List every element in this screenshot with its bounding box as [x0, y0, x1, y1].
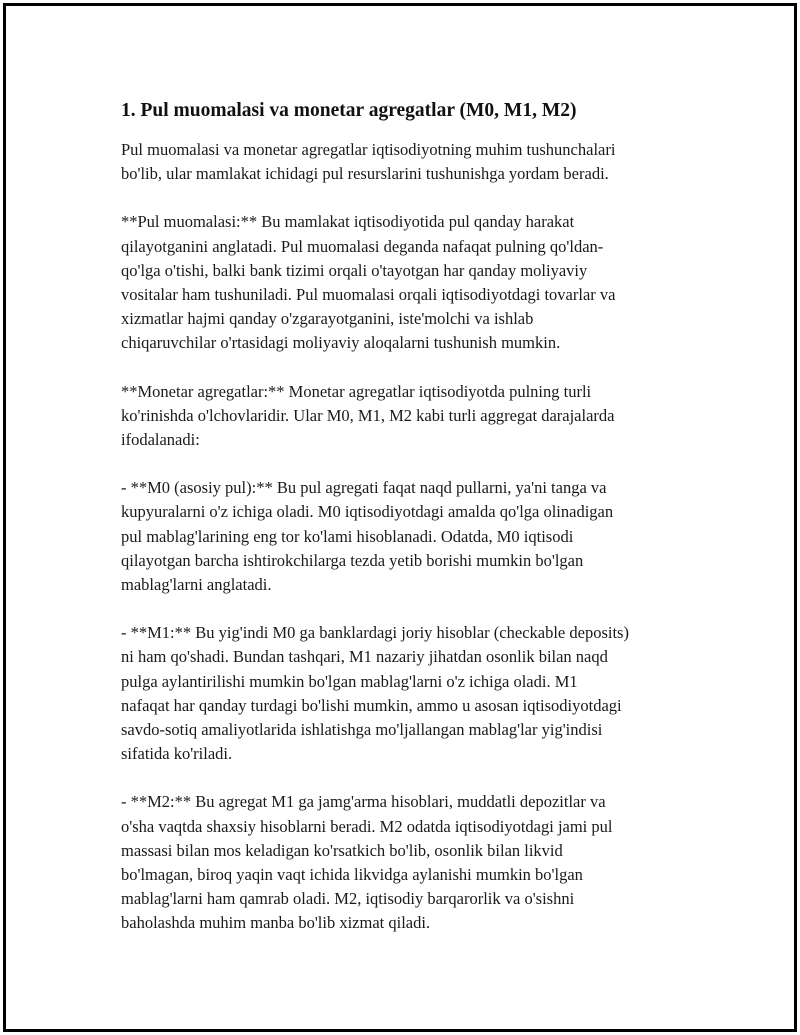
paragraph-pul-muomalasi: **Pul muomalasi:** Bu mamlakat iqtisodiyotida pul qanday harakat qilayotganini anglatadi. Pul muomalasi deganda nafaqat pulning qo'ldan- qo'lga o'tishi, balki bank tizimi orqali o'tayotgan har qanday moliyaviy vositalar ham tushuniladi. Pul muomalasi orqali iqtisodiyotdagi tovarlar va xizmatlar hajmi qanday o'zgarayotganini, iste'molchi va ishlab chiqaruvchilar o'rtasidagi moliyaviy aloqalarni tushunish mumkin. [121, 212, 616, 353]
document-body [121, 96, 701, 960]
paragraph-monetar-agregatlar: **Monetar agregatlar:** Monetar agregatlar iqtisodiyotda pulning turli ko'rinishda o'lchovlaridir. Ular M0, M1, M2 kabi turli aggregat darajalarda ifodalanadi: [121, 381, 615, 450]
paragraph-m0: - **M0 (asosiy pul):** Bu pul agregati faqat naqd pullarni, ya'ni tanga va kupyuralarni o'z ichiga oladi. M0 iqtisodiyotdagi amalda qo'lga olinadigan pul mablag'larining eng tor ko'lami hisoblanadi. Odatda, M0 iqtisodi qilayotgan barcha ishtirokchilarga tezda yetib borishi mumkin bo'lgan mablag'larni anglatadi. [121, 478, 614, 595]
paragraph-m1: - **M1:** Bu yig'indi M0 ga banklardagi joriy hisoblar (checkable deposits) ni ham qo'shadi. Bundan tashqari, M1 nazariy jihatdan osonlik bilan naqd pulga aylantirilishi mumkin bo'lgan mablag'larni o'z ichiga oladi. M1 nafaqat har qanday turdagi bo'lishi mumkin, ammo u asosan iqtisodiyotdagi savdo-sotiq amaliyotlarida ishlatishga mo'ljallangan mablag'lar yig'indisi sifatida ko'riladi. [121, 623, 629, 764]
paragraph-m2: - **M2:** Bu agregat M1 ga jamg'arma hisoblari, muddatli depozitlar va o'sha vaqtda shaxsiy hisoblarni beradi. M2 odatda iqtisodiyotdagi jami pul massasi bilan mos keladigan ko'rsatkich bo'lib, osonlik bilan likvid bo'lmagan, biroq yaqin vaqt ichida likvidga aylanishi mumkin bo'lgan mablag'larni ham qamrab oladi. M2, iqtisodiy barqarorlik va o'sishni baholashda muhim manba bo'lib xizmat qiladi. [121, 792, 613, 933]
paragraph-intro: Pul muomalasi va monetar agregatlar iqtisodiyotning muhim tushunchalari bo'lib, ular mamlakat ichidagi pul resurslarini tushunishga yordam beradi. [121, 140, 616, 184]
document-title: 1. Pul muomalasi va monetar agregatlar (M0, M1, M2) [121, 100, 577, 121]
page-frame [3, 3, 797, 1032]
